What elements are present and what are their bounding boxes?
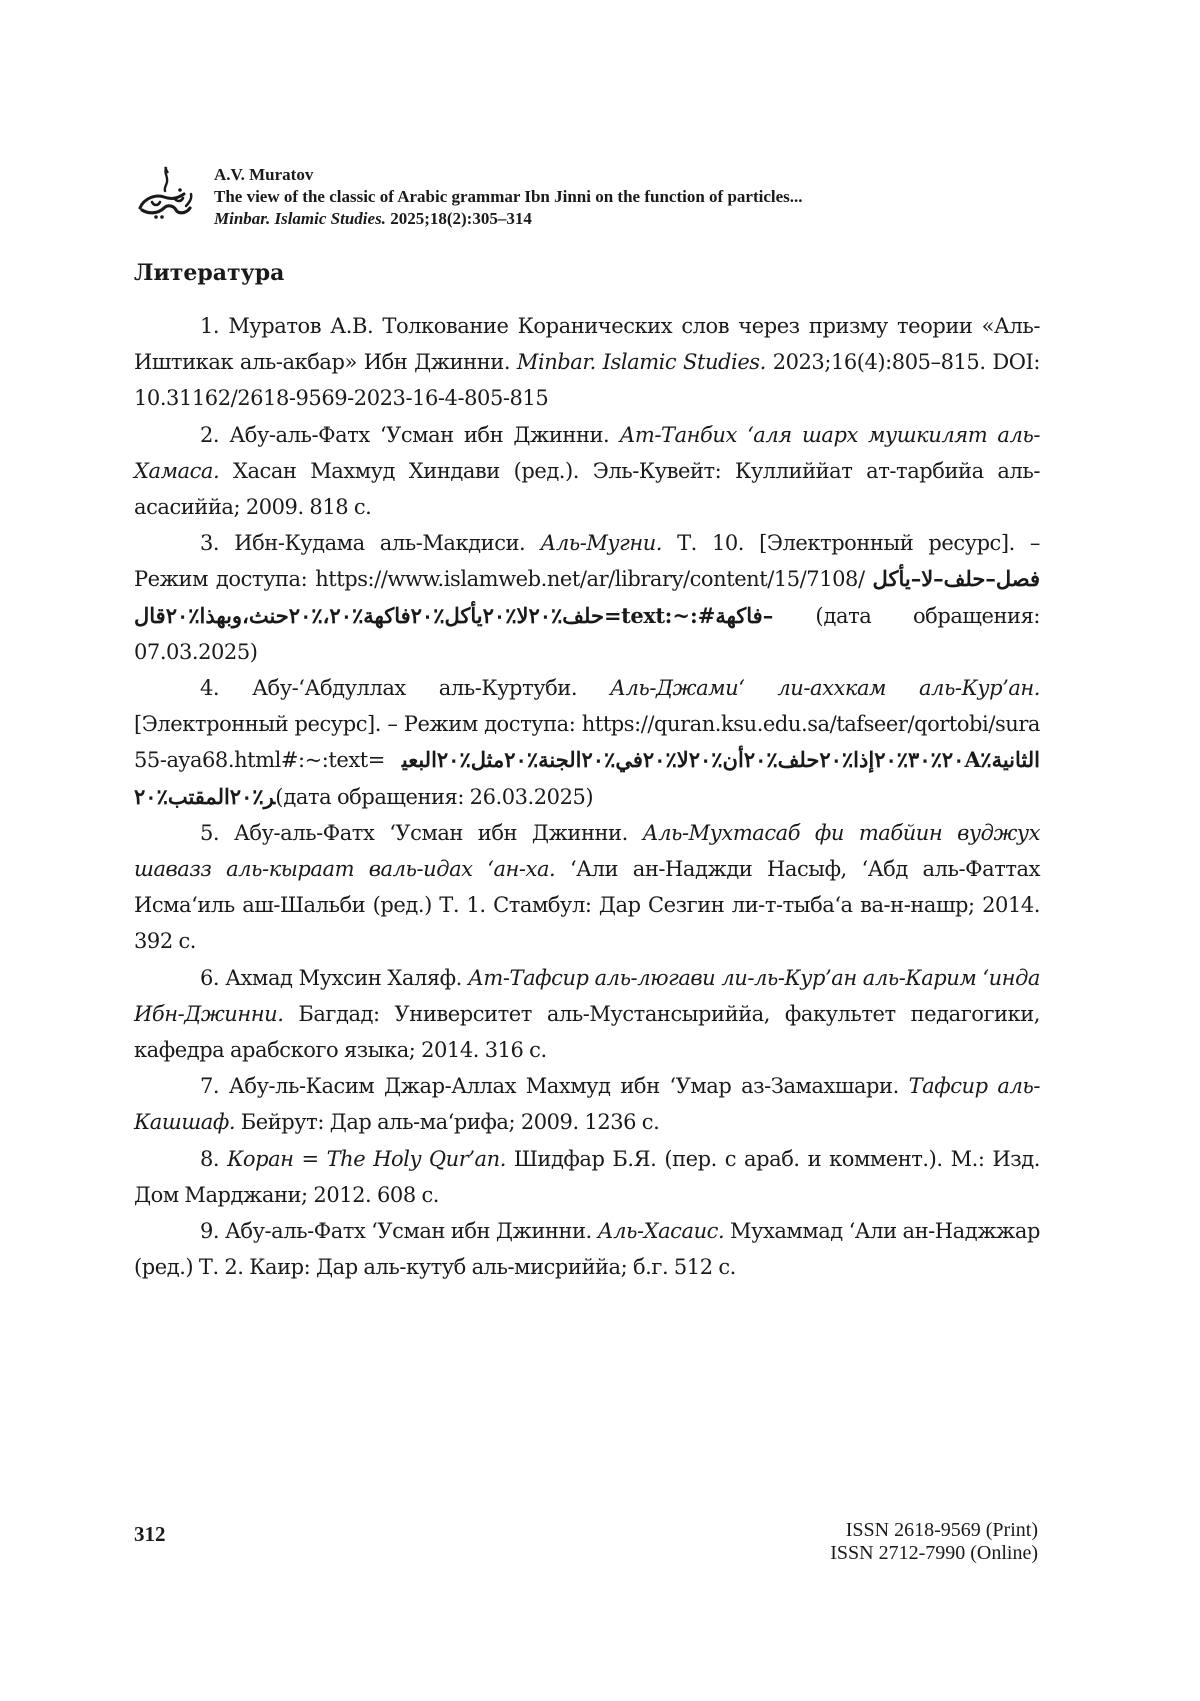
header-text xyxy=(214,164,1054,230)
reference-list xyxy=(134,308,1040,1285)
reference-item: 6. Ахмад Мухсин Халяф. Ат-Тафсир аль-люгави ли-ль-Кур’ан аль-Карим ‘инда Ибн-Джинни. Багдад: Университет аль-Мустансыриййа, факультет педагогики, кафедра арабского языка; 2014. 316 с. xyxy=(134,965,1040,1063)
reference-item: 8. Коран = The Holy Qur’an. Шидфар Б.Я. (пер. с араб. и коммент.). М.: Изд. Дом Марджани; 2012. 608 с. xyxy=(134,1146,1041,1207)
reference-item: 4. Абу-‘Абдуллах аль-Куртуби. Аль-Джами‘ ли-аххкам аль-Кур’ан. [Электронный ресурс]. – Режим доступа: https://quran.ksu.edu.sa/tafseer/qortobi/sura55-aya68.html#:~:text= الثانية٪٢٠A٪٣٠٪٢٠إذا٪٢٠حلف٪٢٠أن٪٢٠لا٪٢٠في٪٢٠الجنة٪٢٠مثل٪٢٠البعير٪٢٠المقتب٪٢٠(дата обращения: 26.03.2025) xyxy=(134,676,1041,809)
reference-item: 3. Ибн-Кудама аль-Макдиси. Аль-Мугни. Т. 10. [Электронный ресурс]. – Режим доступа: https://www.islamweb.net/ar/library/content/15/7108/ فصل–حلف–لا–يأكل–فاكهة#:~:text=حلف٪٢٠لا٪٢٠يأكل٪٢٠فاكهة٪٢٠،٪٢٠حنث،وبهذا٪٢٠قال (дата обращения: 07.03.2025) xyxy=(134,531,1040,664)
issn-print: ISSN 2618-9569 (Print) xyxy=(845,1519,1038,1541)
header-article-title: The view of the classic of Arabic grammar Ibn Jinni on the function of particles... xyxy=(214,187,803,206)
reference-url-link[interactable]: https://www.islamweb.net/ar/library/content/15/7108/ xyxy=(315,567,865,592)
header-author: A.V. Muratov xyxy=(214,165,314,184)
reference-item: 7. Абу-ль-Касим Джар-Аллах Махмуд ибн ‘Умар аз-Замахшари. Тафсир аль-Кашшаф. Бейрут: Дар аль-ма‘рифа; 2009. 1236 с. xyxy=(134,1074,1041,1135)
minbar-logo-icon xyxy=(134,164,196,222)
reference-item: 2. Абу-аль-Фатх ‘Усман ибн Джинни. Ат-Танбих ‘аля шарх мушкилят аль-Хамаса. Хасан Махмуд Хиндави (ред.). Эль-Кувейт: Куллиййат ат-тарбийа аль-асасиййа; 2009. 818 с. xyxy=(134,422,1040,520)
header-journal: Minbar. Islamic Studies. xyxy=(214,209,386,228)
header-citation: 2025;18(2):305–314 xyxy=(385,209,532,228)
reference-arabic-fragment[interactable]: فصل–حلف–لا–يأكل–فاكهة#:~:text=حلف٪٢٠لا٪٢٠يأكل٪٢٠فاكهة٪٢٠،٪٢٠حنث،وبهذا٪٢٠قال xyxy=(134,566,1040,628)
reference-item: 5. Абу-аль-Фатх ‘Усман ибн Джинни. Аль-Мухтасаб фи табйин вуджух шавазз аль-кыраат валь-идах ‘ан-ха. ‘Али ан-Наджди Насыф, ‘Абд аль-Фаттах Исма‘иль аш-Шальби (ред.) Т. 1. Стамбул: Дар Сезгин ли-т-тыба‘а ва-н-нашр; 2014. 392 с. xyxy=(134,820,1040,954)
issn-block xyxy=(830,1519,1038,1565)
running-header xyxy=(134,164,1054,236)
reference-url-link[interactable]: https://quran.ksu.edu.sa/tafseer/qortobi/sura55-aya68.html#:~:text= xyxy=(134,712,1040,773)
reference-item: 9. Абу-аль-Фатх ‘Усман ибн Джинни. Аль-Хасаис. Мухаммад ‘Али ан-Наджжар (ред.) Т. 2. Каир: Дар аль-кутуб аль-мисриййа; б.г. 512 с. xyxy=(134,1219,1040,1280)
reference-item: 1. Муратов А.В. Толкование Коранических слов через призму теории «Аль-Иштикак аль-акбар» Ибн Джинни. Minbar. Islamic Studies. 2023;16(4):805–815. DOI: 10.31162/2618-9569-2023-16-4-805-815 xyxy=(134,314,1040,411)
page-number: 312 xyxy=(134,1522,166,1546)
header-citation-line xyxy=(214,208,1054,230)
reference-arabic-fragment[interactable]: الثانية٪٢٠A٪٣٠٪٢٠إذا٪٢٠حلف٪٢٠أن٪٢٠لا٪٢٠في٪٢٠الجنة٪٢٠مثل٪٢٠البعير٪٢٠المقتب٪٢٠ xyxy=(134,747,1040,809)
issn-online: ISSN 2712-7990 (Online) xyxy=(830,1542,1038,1564)
section-title: Литература xyxy=(134,260,285,286)
